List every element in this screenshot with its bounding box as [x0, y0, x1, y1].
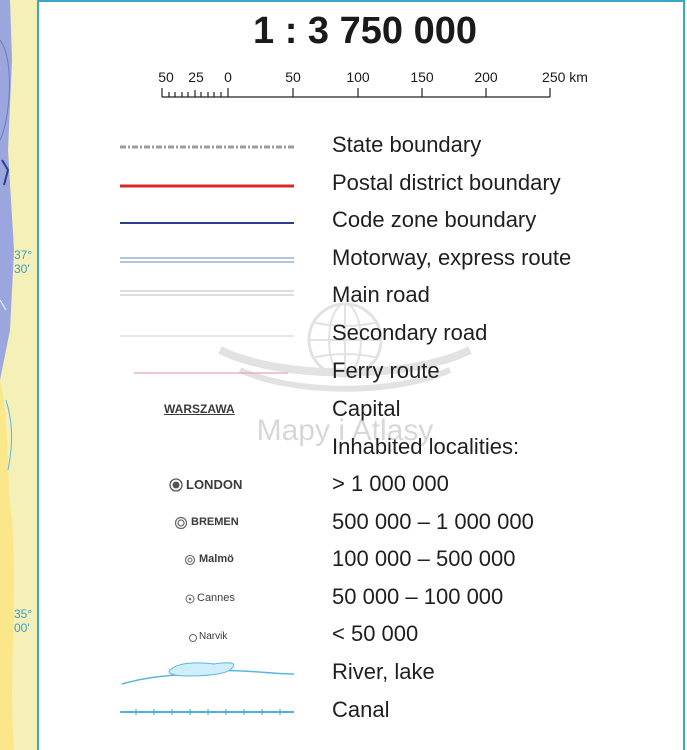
- legend-label-secondary-road: Secondary road: [332, 320, 488, 345]
- latitude-degrees: 35°: [14, 607, 33, 621]
- capital-sample-label: WARSZAWA: [164, 402, 235, 416]
- map-edge-strip: [0, 0, 37, 750]
- ferry-line-symbol: [132, 367, 292, 379]
- code-zone-line-symbol: [118, 217, 298, 229]
- main-road-line-symbol: [118, 287, 298, 299]
- postal-boundary-line-symbol: [118, 180, 298, 192]
- legend-label-over-1m: > 1 000 000: [332, 471, 449, 496]
- city-circle-icon: [184, 554, 196, 566]
- city-sample-label: Malmö: [199, 553, 234, 565]
- legend-label-state-boundary: State boundary: [332, 132, 482, 157]
- latitude-label-37-30: [14, 248, 32, 276]
- legend-label-river-lake: River, lake: [332, 659, 435, 684]
- legend-label-500k-1m: 500 000 – 1 000 000: [332, 509, 534, 534]
- state-boundary-line-symbol: [118, 141, 298, 153]
- latitude-minutes: 00': [14, 621, 30, 635]
- map-frame-right: [683, 0, 685, 750]
- city-circle-icon: [174, 516, 188, 530]
- motorway-line-symbol: [118, 254, 298, 266]
- legend-label-under-50k: < 50 000: [332, 621, 419, 646]
- legend-label-ferry-route: Ferry route: [332, 358, 440, 383]
- city-sample-label: BREMEN: [191, 516, 239, 528]
- legend-label-postal-district-boundary: Postal district boundary: [332, 170, 561, 195]
- legend-label-motorway: Motorway, express route: [332, 245, 572, 270]
- scale-tick-label: 50: [285, 69, 301, 85]
- river-lake-symbol: [118, 656, 298, 688]
- scale-tick-label: 0: [224, 69, 232, 85]
- legend-label-inhabited-localities: Inhabited localities:: [332, 434, 520, 459]
- secondary-road-line-symbol: [118, 330, 298, 342]
- map-scale-title: 1 : 3 750 000: [253, 10, 477, 52]
- scale-tick-label: 250 km: [542, 69, 588, 85]
- legend-label-100k-500k: 100 000 – 500 000: [332, 546, 516, 571]
- latitude-degrees: 37°: [14, 248, 33, 262]
- city-sample-label: Cannes: [197, 592, 235, 604]
- legend-label-capital: Capital: [332, 396, 401, 421]
- latitude-label-35-00: [14, 607, 32, 635]
- city-sample-label: LONDON: [186, 477, 243, 492]
- scale-tick-label: 100: [346, 69, 370, 85]
- canal-line-symbol: [118, 706, 298, 718]
- city-small-symbol: [188, 630, 268, 646]
- scale-tick-label: 150: [410, 69, 434, 85]
- city-circle-icon: [184, 593, 196, 605]
- city-1m-symbol: [168, 476, 288, 494]
- city-50k-symbol: [184, 591, 274, 607]
- city-sample-label: Narvik: [199, 631, 228, 642]
- city-500k-symbol: [174, 515, 284, 531]
- watermark-text: Mapy i Atlasy: [256, 414, 434, 447]
- legend-label-code-zone-boundary: Code zone boundary: [332, 207, 537, 232]
- scale-tick-label: 25: [188, 69, 204, 85]
- map-frame-left: [37, 0, 39, 750]
- map-frame-top: [37, 0, 685, 2]
- latitude-minutes: 30': [14, 262, 30, 276]
- scale-bar: [140, 64, 600, 104]
- city-circle-icon: [188, 633, 198, 643]
- city-circle-icon: [168, 477, 184, 493]
- scale-tick-label: 200: [474, 69, 498, 85]
- legend-label-50k-100k: 50 000 – 100 000: [332, 584, 504, 609]
- city-100k-symbol: [184, 552, 274, 568]
- legend-label-main-road: Main road: [332, 282, 430, 307]
- legend-label-canal: Canal: [332, 697, 390, 722]
- scale-tick-label: 50: [158, 69, 174, 85]
